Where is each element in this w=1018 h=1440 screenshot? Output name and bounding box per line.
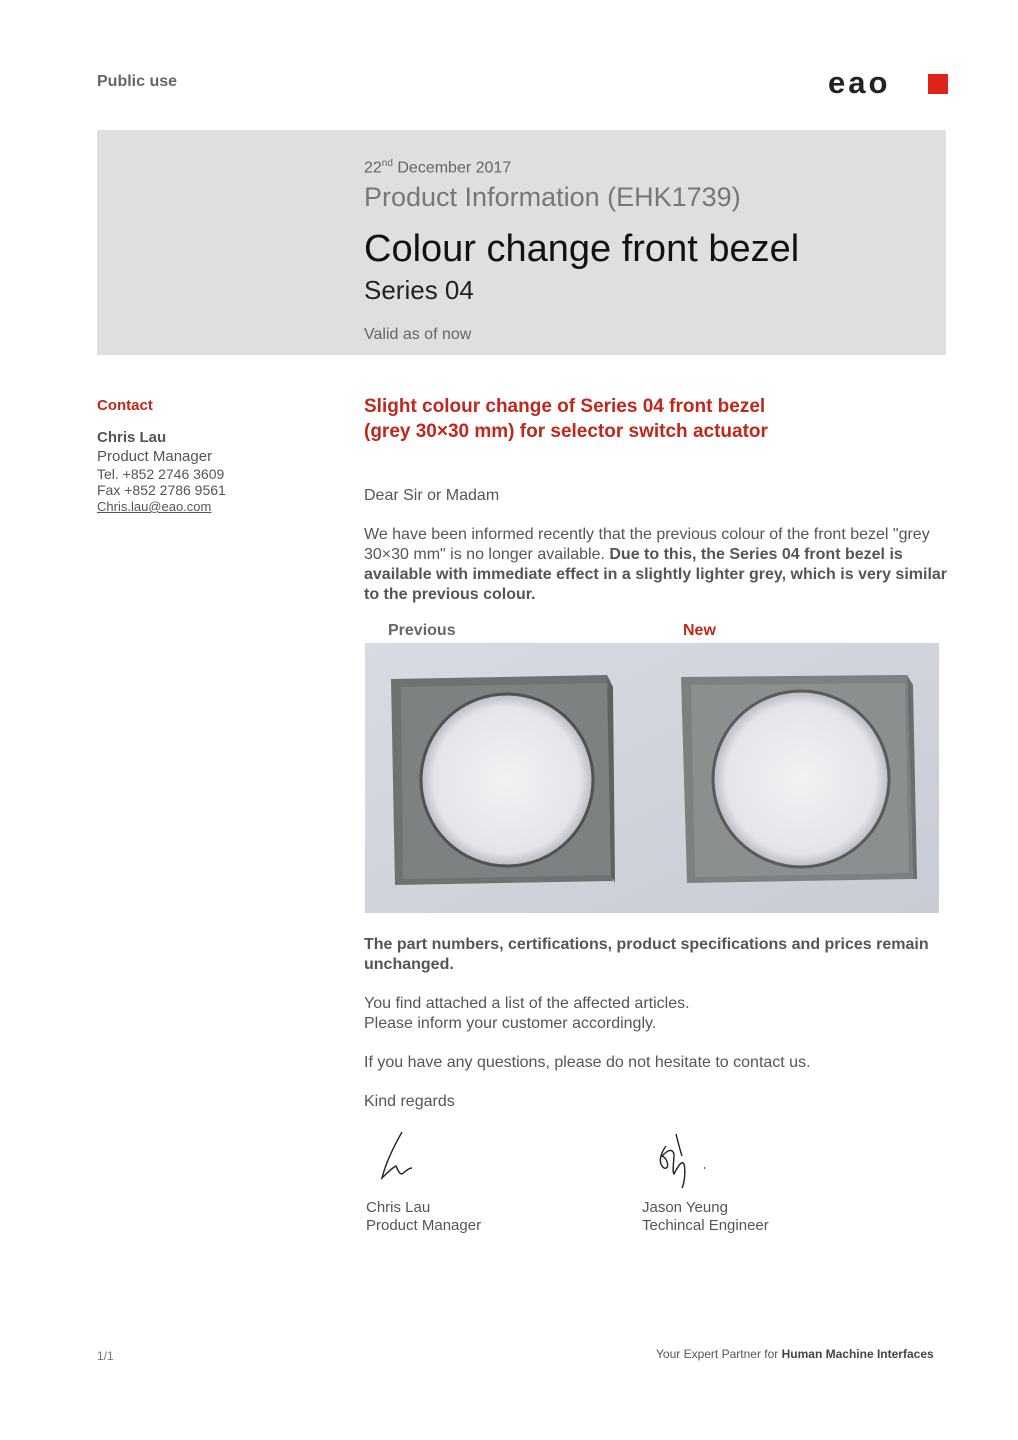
signatory-2 — [642, 1199, 769, 1235]
signatory-1-title: Product Manager — [366, 1217, 482, 1234]
validity-note: Valid as of now — [364, 326, 472, 343]
headline-line-2: (grey 30×30 mm) for selector switch actuator — [364, 421, 768, 442]
new-bezel — [681, 675, 917, 883]
header-band — [97, 130, 946, 355]
questions-paragraph: If you have any questions, please do not hesitate to contact us. — [364, 1054, 811, 1071]
contact-block — [97, 397, 297, 516]
classification-label: Public use — [97, 73, 178, 90]
logo-red-square — [928, 74, 948, 94]
attachment-paragraph — [364, 994, 949, 1034]
signature-chris-lau — [372, 1128, 432, 1184]
label-new: New — [683, 622, 716, 639]
salutation: Dear Sir or Madam — [364, 487, 500, 504]
headline-line-1: Slight colour change of Series 04 front bezel — [364, 396, 766, 417]
signatory-2-title: Techincal Engineer — [642, 1217, 769, 1234]
contact-fax: Fax +852 2786 9561 — [97, 482, 226, 498]
bezel-comparison-photo — [365, 643, 939, 913]
signatory-1 — [366, 1199, 481, 1235]
document-type-title: Product Information (EHK1739) — [364, 182, 741, 212]
logo-text: eao — [828, 65, 891, 100]
letter-body-lower — [364, 935, 949, 1112]
intro-paragraph: We have been informed recently that the previous colour of the front bezel "grey 30×30 mm" is no longer available. Due to this, the Series 04 front bezel is available with immediate effect in a slightly lighter grey, which is very similar to the previous colour. — [364, 526, 948, 603]
document-date: 22nd December 2017 — [364, 158, 512, 177]
contact-name: Chris Lau — [97, 429, 167, 446]
series-subtitle: Series 04 — [364, 275, 474, 305]
attachment-line-1: You find attached a list of the affected articles. — [364, 995, 690, 1012]
previous-bezel — [391, 675, 615, 885]
signatory-1-name: Chris Lau — [366, 1199, 431, 1216]
letter-headline — [364, 394, 949, 444]
signature-jason-yeung — [652, 1128, 722, 1192]
contact-role: Product Manager — [97, 448, 213, 465]
contact-tel: Tel. +852 2746 3609 — [97, 466, 225, 482]
comparison-labels — [388, 622, 948, 642]
closing-phrase: Kind regards — [364, 1093, 455, 1110]
footer-tagline: Your Expert Partner for Human Machine Interfaces — [656, 1347, 934, 1361]
letter-body — [364, 394, 949, 605]
unchanged-notice: The part numbers, certifications, product specifications and prices remain unchanged. — [364, 936, 929, 973]
contact-email-link[interactable]: Chris.lau@eao.com — [97, 499, 212, 514]
signatory-2-name: Jason Yeung — [642, 1199, 728, 1216]
attachment-line-2: Please inform your customer accordingly. — [364, 1015, 657, 1032]
contact-heading: Contact — [97, 397, 153, 414]
page-title: Colour change front bezel — [364, 228, 800, 270]
label-previous: Previous — [388, 622, 456, 639]
eao-logo — [828, 65, 950, 100]
page-number: 1/1 — [97, 1349, 114, 1363]
